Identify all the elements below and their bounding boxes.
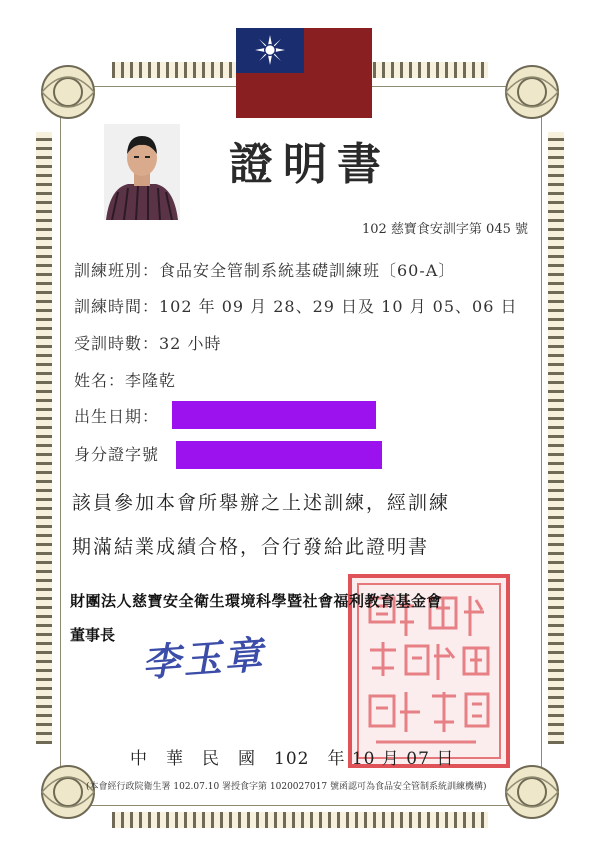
chairman-signature: 李玉章 xyxy=(140,631,267,686)
corner-ornament-icon xyxy=(28,752,108,832)
redaction-bar xyxy=(172,401,376,429)
white-sun-icon xyxy=(255,35,285,65)
border-left xyxy=(36,132,52,744)
border-right xyxy=(548,132,564,744)
issue-date: 中 華 民 國 102 年 10 月 07 日 xyxy=(130,749,455,769)
corner-ornament-icon xyxy=(492,52,572,132)
roc-flag-icon xyxy=(236,28,372,118)
certificate-number: 102 慈寶食安訓字第 045 號 xyxy=(361,222,528,237)
organization-name: 財團法人慈寶安全衛生環境科學暨社會福利教育基金會 xyxy=(70,592,443,610)
person-photo xyxy=(104,124,180,220)
birth-date-label: 出生日期： xyxy=(74,407,160,426)
statement-line: 期滿結業成績合格，合行發給此證明書 xyxy=(72,536,430,558)
flag-canton xyxy=(236,28,304,73)
certificate-title: 證明書 xyxy=(229,139,391,190)
training-period: 訓練時間：102 年 09 月 28、29 日及 10 月 05、06 日 xyxy=(74,297,518,316)
corner-ornament-icon xyxy=(28,52,108,132)
trainee-name: 姓名：李隆乾 xyxy=(74,371,177,390)
training-class: 訓練班別：食品安全管制系統基礎訓練班〔60-A〕 xyxy=(74,261,456,280)
chairman-label: 董事長 xyxy=(70,626,116,644)
redaction-bar xyxy=(176,441,382,469)
border-bottom xyxy=(112,812,488,828)
id-number-label: 身分證字號 xyxy=(74,445,160,464)
training-hours: 受訓時數：32 小時 xyxy=(74,334,222,353)
statement-line: 該員參加本會所舉辦之上述訓練，經訓練 xyxy=(72,492,451,514)
footnote: (本會經行政院衛生署 102.07.10 署授食字第 1020027017 號函認可為食品安全管制系統訓練機構) xyxy=(86,782,487,792)
